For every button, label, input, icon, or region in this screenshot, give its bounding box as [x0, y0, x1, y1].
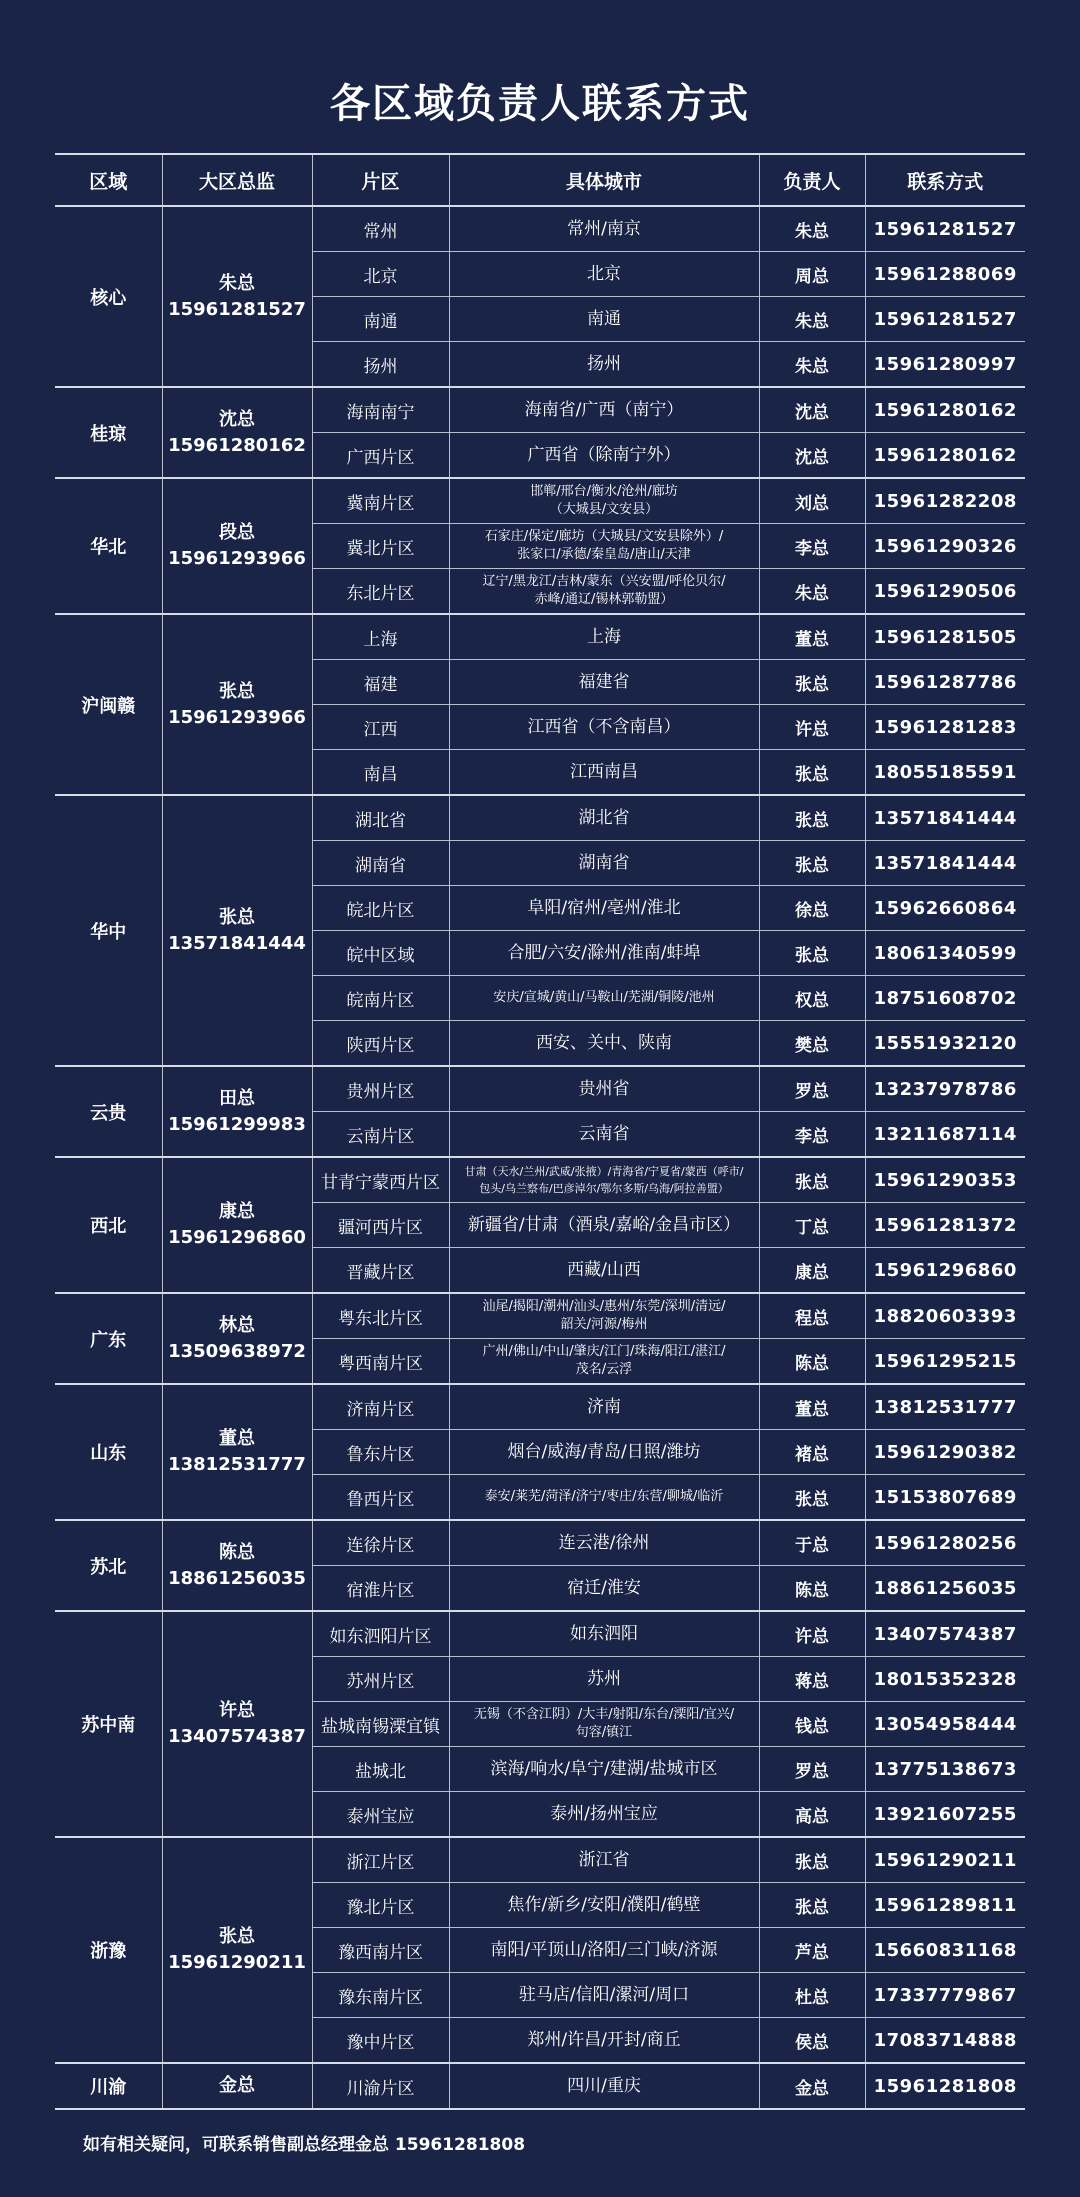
- area-cell: 湖北省: [312, 795, 449, 841]
- cities-cell: 广州/佛山/中山/肇庆/江门/珠海/阳江/湛江/ 茂名/云浮: [449, 1339, 759, 1385]
- header-region: 区域: [55, 154, 162, 206]
- table-row: [55, 1520, 1025, 1566]
- owner-cell: 朱总: [759, 297, 865, 342]
- area-cell: 浙江片区: [312, 1837, 449, 1883]
- cities-cell: 无锡（不含江阴）/大丰/射阳/东台/溧阳/宜兴/ 句容/镇江: [449, 1702, 759, 1747]
- table-row: [55, 1066, 1025, 1112]
- cities-cell: 济南: [449, 1384, 759, 1430]
- phone-cell: 13407574387: [865, 1611, 1025, 1657]
- cities-cell: 泰州/扬州宝应: [449, 1792, 759, 1838]
- director-cell: [162, 1066, 312, 1157]
- area-cell: 皖中区域: [312, 931, 449, 976]
- area-cell: 皖北片区: [312, 886, 449, 931]
- owner-cell: 张总: [759, 750, 865, 796]
- area-cell: 陕西片区: [312, 1021, 449, 1067]
- area-cell: 鲁西片区: [312, 1475, 449, 1521]
- area-cell: 贵州片区: [312, 1066, 449, 1112]
- phone-cell: 18751608702: [865, 976, 1025, 1021]
- area-cell: 上海: [312, 614, 449, 660]
- phone-cell: 17083714888: [865, 2018, 1025, 2064]
- owner-cell: 朱总: [759, 569, 865, 615]
- area-cell: 如东泗阳片区: [312, 1611, 449, 1657]
- table-row: [55, 1611, 1025, 1657]
- region-cell: 桂琼: [55, 387, 162, 478]
- region-cell: 川渝: [55, 2063, 162, 2109]
- phone-cell: 18015352328: [865, 1657, 1025, 1702]
- owner-cell: 张总: [759, 1475, 865, 1521]
- cities-cell: 阜阳/宿州/亳州/淮北: [449, 886, 759, 931]
- owner-cell: 权总: [759, 976, 865, 1021]
- phone-cell: 15961281372: [865, 1203, 1025, 1248]
- phone-cell: 15961290382: [865, 1430, 1025, 1475]
- cities-cell: 辽宁/黑龙江/吉林/蒙东（兴安盟/呼伦贝尔/ 赤峰/通辽/锡林郭勒盟）: [449, 569, 759, 615]
- cities-cell: 扬州: [449, 342, 759, 388]
- cities-cell: 连云港/徐州: [449, 1520, 759, 1566]
- phone-cell: 13775138673: [865, 1747, 1025, 1792]
- cities-cell: 湖北省: [449, 795, 759, 841]
- cities-cell: 福建省: [449, 660, 759, 705]
- cities-cell: 泰安/莱芜/菏泽/济宁/枣庄/东营/聊城/临沂: [449, 1475, 759, 1521]
- director-phone: 13571841444: [168, 932, 306, 954]
- area-cell: 豫中片区: [312, 2018, 449, 2064]
- director-name: 金总: [219, 2075, 255, 2096]
- owner-cell: 朱总: [759, 342, 865, 388]
- area-cell: 粤东北片区: [312, 1293, 449, 1339]
- table-row: [55, 2063, 1025, 2109]
- director-name: 董总: [219, 1428, 255, 1449]
- owner-cell: 李总: [759, 1112, 865, 1158]
- contacts-table: [55, 153, 1025, 2110]
- cities-cell: 上海: [449, 614, 759, 660]
- area-cell: 豫西南片区: [312, 1928, 449, 1973]
- area-cell: 南昌: [312, 750, 449, 796]
- director-name: 朱总: [219, 272, 255, 294]
- cities-cell: 驻马店/信阳/漯河/周口: [449, 1973, 759, 2018]
- table-header-row: [55, 154, 1025, 206]
- owner-cell: 罗总: [759, 1066, 865, 1112]
- phone-cell: 18061340599: [865, 931, 1025, 976]
- phone-cell: 15961280162: [865, 433, 1025, 479]
- director-cell: [162, 1611, 312, 1837]
- area-cell: 冀北片区: [312, 524, 449, 569]
- owner-cell: 许总: [759, 705, 865, 750]
- phone-cell: 15961289811: [865, 1883, 1025, 1928]
- cities-cell: 湖南省: [449, 841, 759, 886]
- director-name: 田总: [219, 1087, 255, 1109]
- area-cell: 海南南宁: [312, 387, 449, 433]
- phone-cell: 15961281808: [865, 2063, 1025, 2109]
- region-cell: 苏北: [55, 1520, 162, 1611]
- area-cell: 疆河西片区: [312, 1203, 449, 1248]
- area-cell: 扬州: [312, 342, 449, 388]
- header-area: 片区: [312, 154, 449, 206]
- header-phone: 联系方式: [865, 154, 1025, 206]
- director-phone: 15961281527: [168, 298, 306, 320]
- owner-cell: 张总: [759, 795, 865, 841]
- director-cell: [162, 1520, 312, 1611]
- phone-cell: 15961290211: [865, 1837, 1025, 1883]
- phone-cell: 13812531777: [865, 1384, 1025, 1430]
- phone-cell: 15961295215: [865, 1339, 1025, 1385]
- director-phone: 18861256035: [168, 1567, 306, 1589]
- phone-cell: 15961296860: [865, 1248, 1025, 1294]
- director-name: 林总: [219, 1314, 255, 1336]
- owner-cell: 杜总: [759, 1973, 865, 2018]
- area-cell: 广西片区: [312, 433, 449, 479]
- phone-cell: 13921607255: [865, 1792, 1025, 1838]
- area-cell: 冀南片区: [312, 478, 449, 524]
- owner-cell: 陈总: [759, 1566, 865, 1612]
- phone-cell: 13054958444: [865, 1702, 1025, 1747]
- phone-cell: 17337779867: [865, 1973, 1025, 2018]
- cities-cell: 焦作/新乡/安阳/濮阳/鹤壁: [449, 1883, 759, 1928]
- owner-cell: 蒋总: [759, 1657, 865, 1702]
- director-name: 张总: [219, 906, 255, 928]
- cities-cell: 常州/南京: [449, 206, 759, 252]
- area-cell: 南通: [312, 297, 449, 342]
- cities-cell: 云南省: [449, 1112, 759, 1158]
- owner-cell: 董总: [759, 1384, 865, 1430]
- owner-cell: 于总: [759, 1520, 865, 1566]
- area-cell: 盐城南锡溧宜镇: [312, 1702, 449, 1747]
- owner-cell: 刘总: [759, 478, 865, 524]
- phone-cell: 18055185591: [865, 750, 1025, 796]
- area-cell: 豫北片区: [312, 1883, 449, 1928]
- cities-cell: 浙江省: [449, 1837, 759, 1883]
- table-body: [55, 206, 1025, 2109]
- region-cell: 浙豫: [55, 1837, 162, 2063]
- director-phone: 13509638972: [168, 1340, 306, 1362]
- header-cities: 具体城市: [449, 154, 759, 206]
- owner-cell: 樊总: [759, 1021, 865, 1067]
- director-phone: 15961299983: [168, 1113, 306, 1135]
- area-cell: 福建: [312, 660, 449, 705]
- owner-cell: 褚总: [759, 1430, 865, 1475]
- area-cell: 江西: [312, 705, 449, 750]
- cities-cell: 江西省（不含南昌）: [449, 705, 759, 750]
- owner-cell: 沈总: [759, 433, 865, 479]
- director-cell: [162, 387, 312, 478]
- area-cell: 东北片区: [312, 569, 449, 615]
- area-cell: 晋藏片区: [312, 1248, 449, 1294]
- page-title: 各区域负责人联系方式: [330, 81, 750, 127]
- cities-cell: 邯郸/邢台/衡水/沧州/廊坊 （大城县/文安县）: [449, 478, 759, 524]
- owner-cell: 丁总: [759, 1203, 865, 1248]
- owner-cell: 周总: [759, 252, 865, 297]
- phone-cell: 15961290353: [865, 1157, 1025, 1203]
- phone-cell: 15961282208: [865, 478, 1025, 524]
- owner-cell: 董总: [759, 614, 865, 660]
- director-cell: [162, 614, 312, 795]
- phone-cell: 13211687114: [865, 1112, 1025, 1158]
- area-cell: 皖南片区: [312, 976, 449, 1021]
- phone-cell: 15962660864: [865, 886, 1025, 931]
- table-row: [55, 206, 1025, 252]
- region-cell: 苏中南: [55, 1611, 162, 1837]
- owner-cell: 张总: [759, 1837, 865, 1883]
- area-cell: 泰州宝应: [312, 1792, 449, 1838]
- director-phone: 15961293966: [168, 548, 306, 569]
- cities-cell: 郑州/许昌/开封/商丘: [449, 2018, 759, 2064]
- region-cell: 西北: [55, 1157, 162, 1293]
- phone-cell: 15961290326: [865, 524, 1025, 569]
- director-name: 陈总: [219, 1541, 255, 1563]
- cities-cell: 甘肃（天水/兰州/武威/张掖）/青海省/宁夏省/蒙西（呼市/ 包头/乌兰察布/巴彦淖尔/鄂尔多斯/乌海/阿拉善盟）: [449, 1157, 759, 1203]
- owner-cell: 徐总: [759, 886, 865, 931]
- phone-cell: 13237978786: [865, 1066, 1025, 1112]
- area-cell: 连徐片区: [312, 1520, 449, 1566]
- phone-cell: 15961290506: [865, 569, 1025, 615]
- director-name: 段总: [219, 522, 255, 543]
- phone-cell: 18861256035: [865, 1566, 1025, 1612]
- table-row: [55, 478, 1025, 524]
- phone-cell: 13571841444: [865, 795, 1025, 841]
- director-phone: 15961293966: [168, 706, 306, 728]
- director-phone: 13407574387: [168, 1726, 306, 1747]
- cities-cell: 江西南昌: [449, 750, 759, 796]
- phone-cell: 18820603393: [865, 1293, 1025, 1339]
- phone-cell: 15551932120: [865, 1021, 1025, 1067]
- area-cell: 豫东南片区: [312, 1973, 449, 2018]
- owner-cell: 康总: [759, 1248, 865, 1294]
- owner-cell: 钱总: [759, 1702, 865, 1747]
- phone-cell: 15961280162: [865, 387, 1025, 433]
- owner-cell: 张总: [759, 841, 865, 886]
- region-cell: 华中: [55, 795, 162, 1066]
- cities-cell: 海南省/广西（南宁）: [449, 387, 759, 433]
- cities-cell: 广西省（除南宁外）: [449, 433, 759, 479]
- area-cell: 宿淮片区: [312, 1566, 449, 1612]
- area-cell: 云南片区: [312, 1112, 449, 1158]
- owner-cell: 程总: [759, 1293, 865, 1339]
- owner-cell: 罗总: [759, 1747, 865, 1792]
- cities-cell: 石家庄/保定/廊坊（大城县/文安县除外）/ 张家口/承德/秦皇岛/唐山/天津: [449, 524, 759, 569]
- cities-cell: 安庆/宣城/黄山/马鞍山/芜湖/铜陵/池州: [449, 976, 759, 1021]
- director-name: 许总: [219, 1700, 255, 1721]
- area-cell: 鲁东片区: [312, 1430, 449, 1475]
- cities-cell: 南通: [449, 297, 759, 342]
- owner-cell: 张总: [759, 931, 865, 976]
- cities-cell: 苏州: [449, 1657, 759, 1702]
- footer-note: 如有相关疑问，可联系销售副总经理金总 15961281808: [83, 2135, 526, 2155]
- cities-cell: 西藏/山西: [449, 1248, 759, 1294]
- phone-cell: 15961281527: [865, 206, 1025, 252]
- phone-cell: 15961280256: [865, 1520, 1025, 1566]
- cities-cell: 贵州省: [449, 1066, 759, 1112]
- region-cell: 云贵: [55, 1066, 162, 1157]
- director-cell: [162, 795, 312, 1066]
- owner-cell: 朱总: [759, 206, 865, 252]
- director-phone: 13812531777: [168, 1454, 306, 1475]
- owner-cell: 李总: [759, 524, 865, 569]
- phone-cell: 15660831168: [865, 1928, 1025, 1973]
- region-cell: 核心: [55, 206, 162, 387]
- area-cell: 济南片区: [312, 1384, 449, 1430]
- owner-cell: 张总: [759, 1883, 865, 1928]
- region-cell: 华北: [55, 478, 162, 614]
- director-cell: [162, 1837, 312, 2063]
- region-cell: 山东: [55, 1384, 162, 1520]
- area-cell: 常州: [312, 206, 449, 252]
- phone-cell: 15961288069: [865, 252, 1025, 297]
- director-name: 康总: [219, 1201, 255, 1222]
- cities-cell: 烟台/威海/青岛/日照/潍坊: [449, 1430, 759, 1475]
- phone-cell: 15961280997: [865, 342, 1025, 388]
- region-cell: 广东: [55, 1293, 162, 1384]
- table-row: [55, 1293, 1025, 1339]
- cities-cell: 汕尾/揭阳/潮州/汕头/惠州/东莞/深圳/清远/ 韶关/河源/梅州: [449, 1293, 759, 1339]
- director-cell: [162, 206, 312, 387]
- director-cell: [162, 1293, 312, 1384]
- director-phone: 15961280162: [168, 434, 306, 456]
- phone-cell: 15153807689: [865, 1475, 1025, 1521]
- table-row: [55, 795, 1025, 841]
- owner-cell: 金总: [759, 2063, 865, 2109]
- cities-cell: 宿迁/淮安: [449, 1566, 759, 1612]
- director-cell: [162, 2063, 312, 2109]
- director-cell: [162, 478, 312, 614]
- cities-cell: 滨海/响水/阜宁/建湖/盐城市区: [449, 1747, 759, 1792]
- owner-cell: 陈总: [759, 1339, 865, 1385]
- director-name: 沈总: [219, 408, 255, 430]
- owner-cell: 张总: [759, 660, 865, 705]
- table-row: [55, 387, 1025, 433]
- table-row: [55, 614, 1025, 660]
- region-cell: 沪闽赣: [55, 614, 162, 795]
- cities-cell: 新疆省/甘肃（酒泉/嘉峪/金昌市区）: [449, 1203, 759, 1248]
- cities-cell: 如东泗阳: [449, 1611, 759, 1657]
- director-cell: [162, 1157, 312, 1293]
- owner-cell: 芦总: [759, 1928, 865, 1973]
- table-row: [55, 1157, 1025, 1203]
- phone-cell: 15961281283: [865, 705, 1025, 750]
- phone-cell: 15961281527: [865, 297, 1025, 342]
- header-owner: 负责人: [759, 154, 865, 206]
- area-cell: 甘青宁蒙西片区: [312, 1157, 449, 1203]
- table-row: [55, 1837, 1025, 1883]
- cities-cell: 南阳/平顶山/洛阳/三门峡/济源: [449, 1928, 759, 1973]
- phone-cell: 13571841444: [865, 841, 1025, 886]
- owner-cell: 侯总: [759, 2018, 865, 2064]
- owner-cell: 许总: [759, 1611, 865, 1657]
- cities-cell: 西安、关中、陕南: [449, 1021, 759, 1067]
- cities-cell: 四川/重庆: [449, 2063, 759, 2109]
- cities-cell: 合肥/六安/滁州/淮南/蚌埠: [449, 931, 759, 976]
- phone-cell: 15961281505: [865, 614, 1025, 660]
- director-phone: 15961296860: [168, 1227, 306, 1248]
- owner-cell: 高总: [759, 1792, 865, 1838]
- director-phone: 15961290211: [168, 1952, 306, 1973]
- area-cell: 粤西南片区: [312, 1339, 449, 1385]
- owner-cell: 沈总: [759, 387, 865, 433]
- director-cell: [162, 1384, 312, 1520]
- cities-cell: 北京: [449, 252, 759, 297]
- area-cell: 湖南省: [312, 841, 449, 886]
- phone-cell: 15961287786: [865, 660, 1025, 705]
- area-cell: 苏州片区: [312, 1657, 449, 1702]
- table-row: [55, 1384, 1025, 1430]
- director-name: 张总: [219, 1926, 255, 1947]
- area-cell: 川渝片区: [312, 2063, 449, 2109]
- area-cell: 盐城北: [312, 1747, 449, 1792]
- owner-cell: 张总: [759, 1157, 865, 1203]
- director-name: 张总: [219, 680, 255, 702]
- header-director: 大区总监: [162, 154, 312, 206]
- area-cell: 北京: [312, 252, 449, 297]
